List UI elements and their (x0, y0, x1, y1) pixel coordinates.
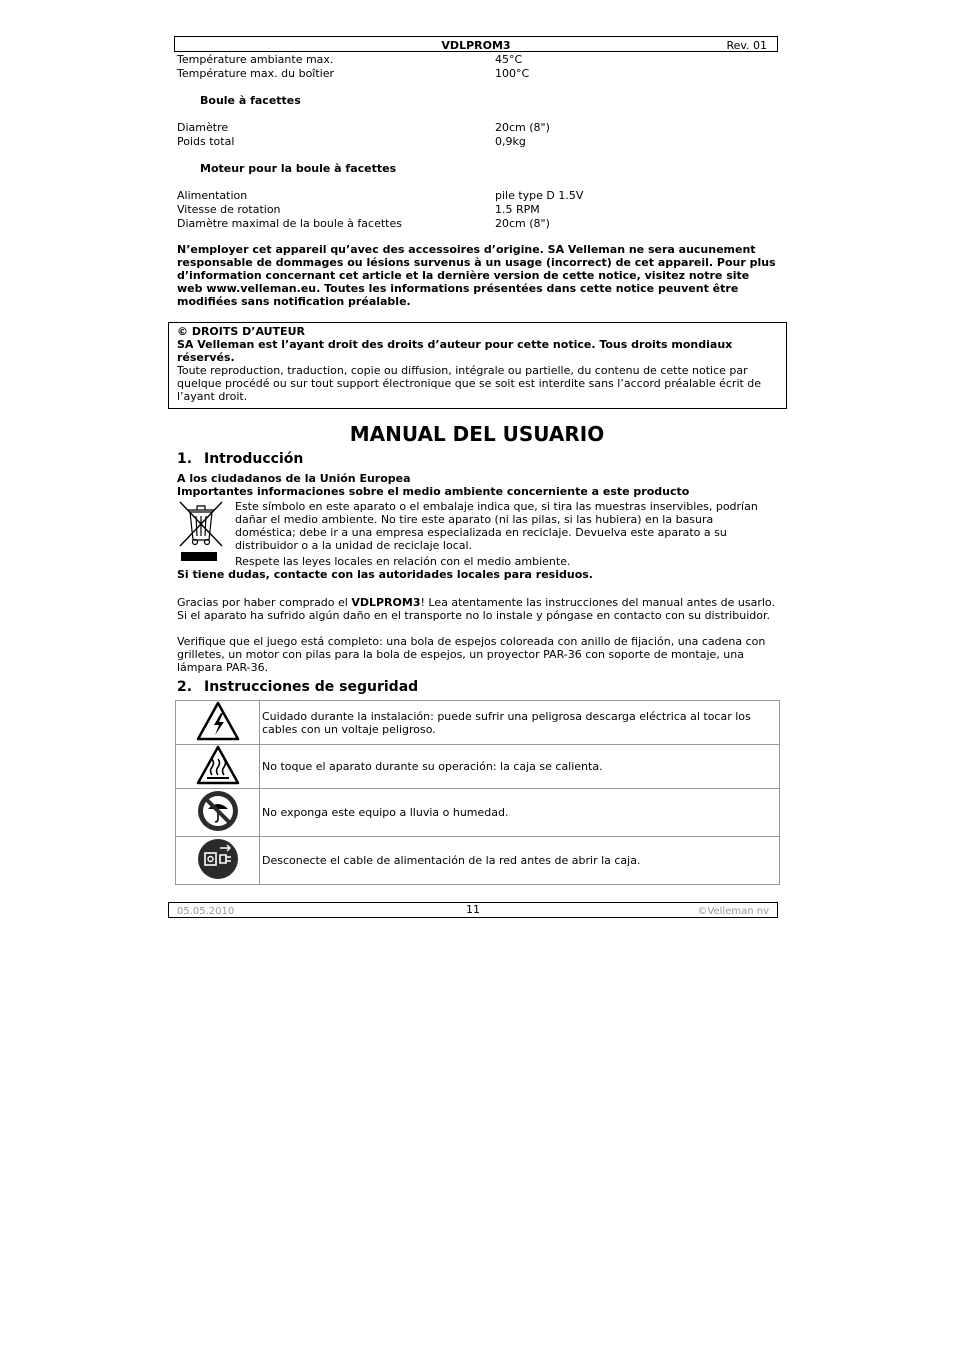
electric-shock-warning-icon (176, 701, 260, 745)
section-heading-introduction (177, 450, 303, 468)
manual-title: MANUAL DEL USUARIO (349, 422, 605, 446)
spec-row (177, 135, 777, 149)
motor-heading: Moteur pour la boule à facettes (200, 162, 397, 175)
section-heading-safety (177, 678, 418, 696)
page-footer (168, 902, 778, 918)
spec-label: Poids total (177, 135, 235, 148)
hot-surface-warning-icon (176, 745, 260, 789)
section-number: 2. (177, 679, 193, 695)
safety-text: No toque el aparato durante su operación: la caja se calienta. (260, 745, 780, 789)
spec-label: Diamètre maximal de la boule à facettes (177, 217, 402, 230)
eu-heading: A los ciudadanos de la Unión Europea (177, 472, 411, 485)
spec-label: Température max. du boîtier (177, 67, 335, 80)
weee-bin-icon (178, 500, 224, 562)
weee-text: Este símbolo en este aparato o el embalaje indica que, si tira las muestras inservibles, podrían dañar el medio ambiente. No tire este aparato (ni las pilas, si las hubiera) en la basura doméstica; debe ir a una empresa especializada en reciclaje. Devuelva este aparato a su distribuidor o a la unidad de reciclaje local. (235, 500, 758, 552)
weee-laws: Respete las leyes locales en relación con el medio ambiente. (235, 555, 571, 568)
spec-value: 20cm (8") (495, 121, 550, 134)
contents-paragraph: Verifique que el juego está completo: una bola de espejos coloreada con anillo de fijación, una cadena con grilletes, un motor con pilas para la bola de espejos, un proyector PAR-36 con soporte de montaje, una lámpara PAR-36. (177, 635, 766, 674)
spec-value: 0,9kg (495, 135, 526, 148)
section-title: Instrucciones de seguridad (204, 679, 419, 695)
spec-row (177, 53, 777, 67)
spec-row (177, 67, 777, 81)
footer-date: 05.05.2010 (177, 906, 235, 917)
safety-text: No exponga este equipo a lluvia o humedad. (260, 789, 780, 837)
spec-value: pile type D 1.5V (495, 189, 584, 202)
spec-label: Alimentation (177, 189, 248, 202)
section-number: 1. (177, 451, 193, 467)
spec-row (177, 203, 777, 217)
copyright-title: © DROITS D’AUTEUR (177, 325, 305, 338)
env-heading: Importantes informaciones sobre el medio ambiente concerniente a este producto (177, 485, 690, 498)
no-rain-icon (176, 789, 260, 837)
spec-label: Température ambiante max. (177, 53, 334, 66)
mirror-ball-heading: Boule à facettes (200, 94, 301, 107)
footer-copyright: ©Velleman nv (697, 906, 769, 917)
header-revision: Rev. 01 (726, 39, 767, 52)
safety-table (175, 700, 780, 885)
thanks-model: VDLPROM3 (351, 596, 421, 609)
page-number: 11 (466, 903, 480, 916)
thanks-pre: Gracias por haber comprado el (177, 596, 352, 609)
doubts-text: Si tiene dudas, contacte con las autoridades locales para residuos. (177, 568, 593, 581)
table-row (176, 837, 780, 885)
spec-row (177, 189, 777, 203)
table-row (176, 745, 780, 789)
thanks-post: ! Lea atentamente las instrucciones del manual antes de usarlo. Si el aparato ha sufrido algún daño en el transporte no lo instale y póngase en contacto con su distribuidor. (177, 596, 775, 622)
copyright-text: Toute reproduction, traduction, copie ou diffusion, intégrale ou partielle, du contenu de cette notice par quelque procédé ou sur tout support électronique que se soit est interdite sans l’accord préalable écrit de l’ayant droit. (177, 364, 762, 403)
spec-label: Diamètre (177, 121, 229, 134)
header-model: VDLPROM3 (441, 39, 511, 52)
spec-value: 45°C (495, 53, 523, 66)
unplug-icon (176, 837, 260, 885)
copyright-box (168, 322, 787, 409)
safety-text: Desconecte el cable de alimentación de la red antes de abrir la caja. (260, 837, 780, 885)
page-header (174, 36, 778, 52)
copyright-owner: SA Velleman est l’ayant droit des droits d’auteur pour cette notice. Tous droits mondiaux réservés. (177, 338, 733, 364)
section-title: Introducción (204, 451, 304, 467)
table-row (176, 701, 780, 745)
spec-value: 100°C (495, 67, 530, 80)
safety-text: Cuidado durante la instalación: puede sufrir una peligrosa descarga eléctrica al tocar los cables con un voltaje peligroso. (260, 701, 780, 745)
spec-value: 1.5 RPM (495, 203, 540, 216)
spec-row (177, 217, 777, 231)
spec-label: Vitesse de rotation (177, 203, 281, 216)
thanks-paragraph (177, 596, 777, 622)
disclaimer: N’employer cet appareil qu’avec des accessoires d’origine. SA Velleman ne sera aucunement responsable de dommages ou lésions survenus à un usage (incorrect) de cet appareil. Pour plus d’information concernant cet article et la dernière version de cette notice, visitez notre site web www.velleman.eu. Toutes les informations présentées dans cette notice peuvent être modifiées sans notification préalable. (177, 243, 776, 308)
spec-row (177, 121, 777, 135)
table-row (176, 789, 780, 837)
spec-value: 20cm (8") (495, 217, 550, 230)
